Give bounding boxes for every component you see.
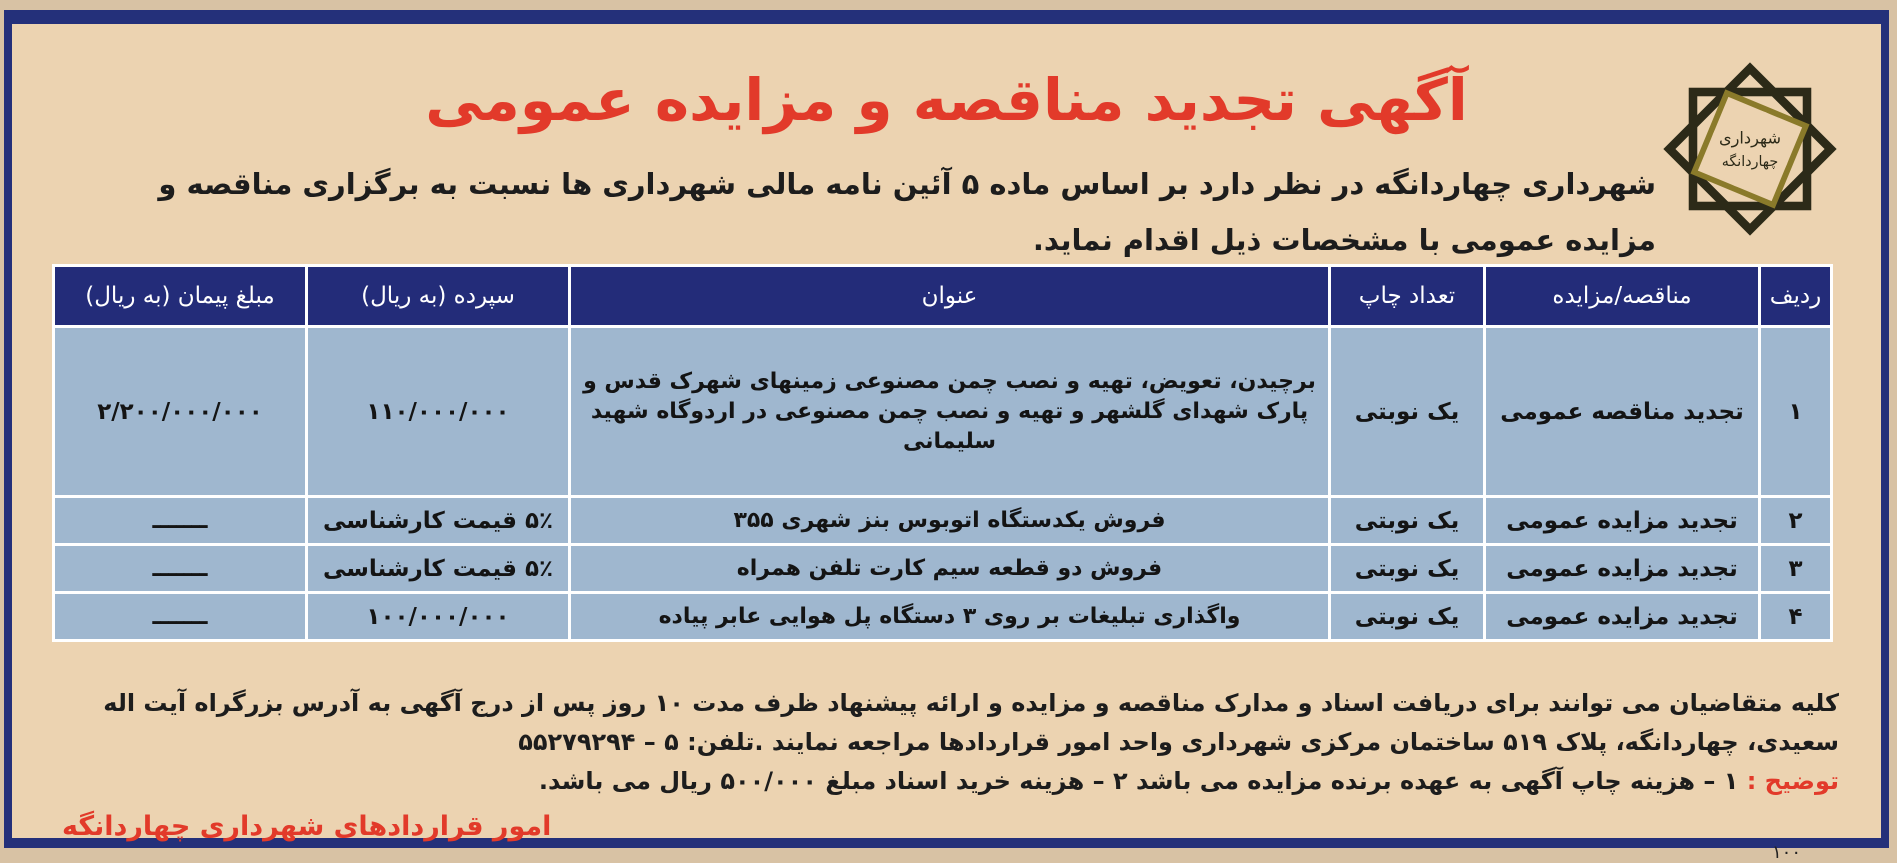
cell-print-count: یک نوبتی (1330, 593, 1485, 641)
cell-type: تجدید مزایده عمومی (1485, 545, 1760, 593)
cell-print-count: یک نوبتی (1330, 545, 1485, 593)
cell-row-number: ۳ (1760, 545, 1832, 593)
cell-print-count: یک نوبتی (1330, 327, 1485, 497)
table-row (54, 327, 1832, 497)
cell-subject: فروش دو قطعه سیم کارت تلفن همراه (570, 545, 1330, 593)
cell-type: تجدید مناقصه عمومی (1485, 327, 1760, 497)
header-subject: عنوان (570, 266, 1330, 327)
ad-title: آگهی تجدید مناقصه و مزایده عمومی (425, 66, 1468, 134)
header-contract-amount: مبلغ پیمان (به ریال) (54, 266, 307, 327)
cell-subject: واگذاری تبلیغات بر روی ۳ دستگاه پل هوایی عابر پیاده (570, 593, 1330, 641)
tender-table (52, 264, 1833, 642)
cell-deposit: ۱۰۰/۰۰۰/۰۰۰ (307, 593, 570, 641)
cell-deposit: ۵٪ قیمت کارشناسی (307, 497, 570, 545)
cell-deposit: ۵٪ قیمت کارشناسی (307, 545, 570, 593)
ad-frame (4, 10, 1889, 863)
cell-row-number: ۴ (1760, 593, 1832, 641)
header-print-count: تعداد چاپ (1330, 266, 1485, 327)
table-header-row (54, 266, 1832, 327)
footer-note (52, 762, 1839, 801)
header-type: مناقصه/مزایده (1485, 266, 1760, 327)
cell-row-number: ۱ (1760, 327, 1832, 497)
page-number: ۱۰۰ (1771, 842, 1801, 863)
note-text: ۱ – هزینه چاپ آگهی به عهده برنده مزایده می باشد ۲ – هزینه خرید اسناد مبلغ ۵۰۰/۰۰۰ ریال می باشد. (538, 767, 1739, 795)
cell-subject: فروش یکدستگاه اتوبوس بنز شهری ۳۵۵ (570, 497, 1330, 545)
footer-text: کلیه متقاضیان می توانند برای دریافت اسناد و مدارک مناقصه و مزایده و ارائه پیشنهاد ظرف مدت ۱۰ روز پس از درج آگهی به آدرس بزرگراه آیت اله سعیدی، چهاردانگه، پلاک ۵۱۹ ساختمان مرکزی شهرداری واحد امور قراردادها مراجعه نمایند .تلفن: ۵ – ۵۵۲۷۹۲۹۴ (103, 689, 1839, 756)
cell-subject: برچیدن، تعویض، تهیه و نصب چمن مصنوعی زمینهای شهرک قدس و پارک شهدای گلشهر و تهیه و نصب چمن مصنوعی در اردوگاه شهید سلیمانی (570, 327, 1330, 497)
cell-row-number: ۲ (1760, 497, 1832, 545)
table-row (54, 545, 1832, 593)
cell-type: تجدید مزایده عمومی (1485, 497, 1760, 545)
table-row (54, 497, 1832, 545)
intro-paragraph: شهرداری چهاردانگه در نظر دارد بر اساس ماده ۵ آئین نامه مالی شهرداری ها نسبت به برگزاری مناقصه و مزایده عمومی با مشخصات ذیل اقدام نماید. (158, 167, 1656, 257)
logo-text-line2: چهاردانگه (1721, 154, 1779, 171)
footer-paragraph (52, 684, 1839, 801)
cell-contract-amount: ـــــــ (54, 593, 307, 641)
signature: امور قراردادهای شهرداری چهاردانگه (62, 811, 552, 842)
logo-text-line1: شهرداری (1719, 128, 1781, 148)
cell-print-count: یک نوبتی (1330, 497, 1485, 545)
cell-deposit: ۱۱۰/۰۰۰/۰۰۰ (307, 327, 570, 497)
cell-type: تجدید مزایده عمومی (1485, 593, 1760, 641)
ad-paper (12, 24, 1881, 863)
cell-contract-amount: ۲/۲۰۰/۰۰۰/۰۰۰ (54, 327, 307, 497)
cell-contract-amount: ـــــــ (54, 545, 307, 593)
table-row (54, 593, 1832, 641)
note-label: توضیح : (1746, 767, 1839, 795)
cell-contract-amount: ـــــــ (54, 497, 307, 545)
header-deposit: سپرده (به ریال) (307, 266, 570, 327)
header-row-number: ردیف (1760, 266, 1832, 327)
